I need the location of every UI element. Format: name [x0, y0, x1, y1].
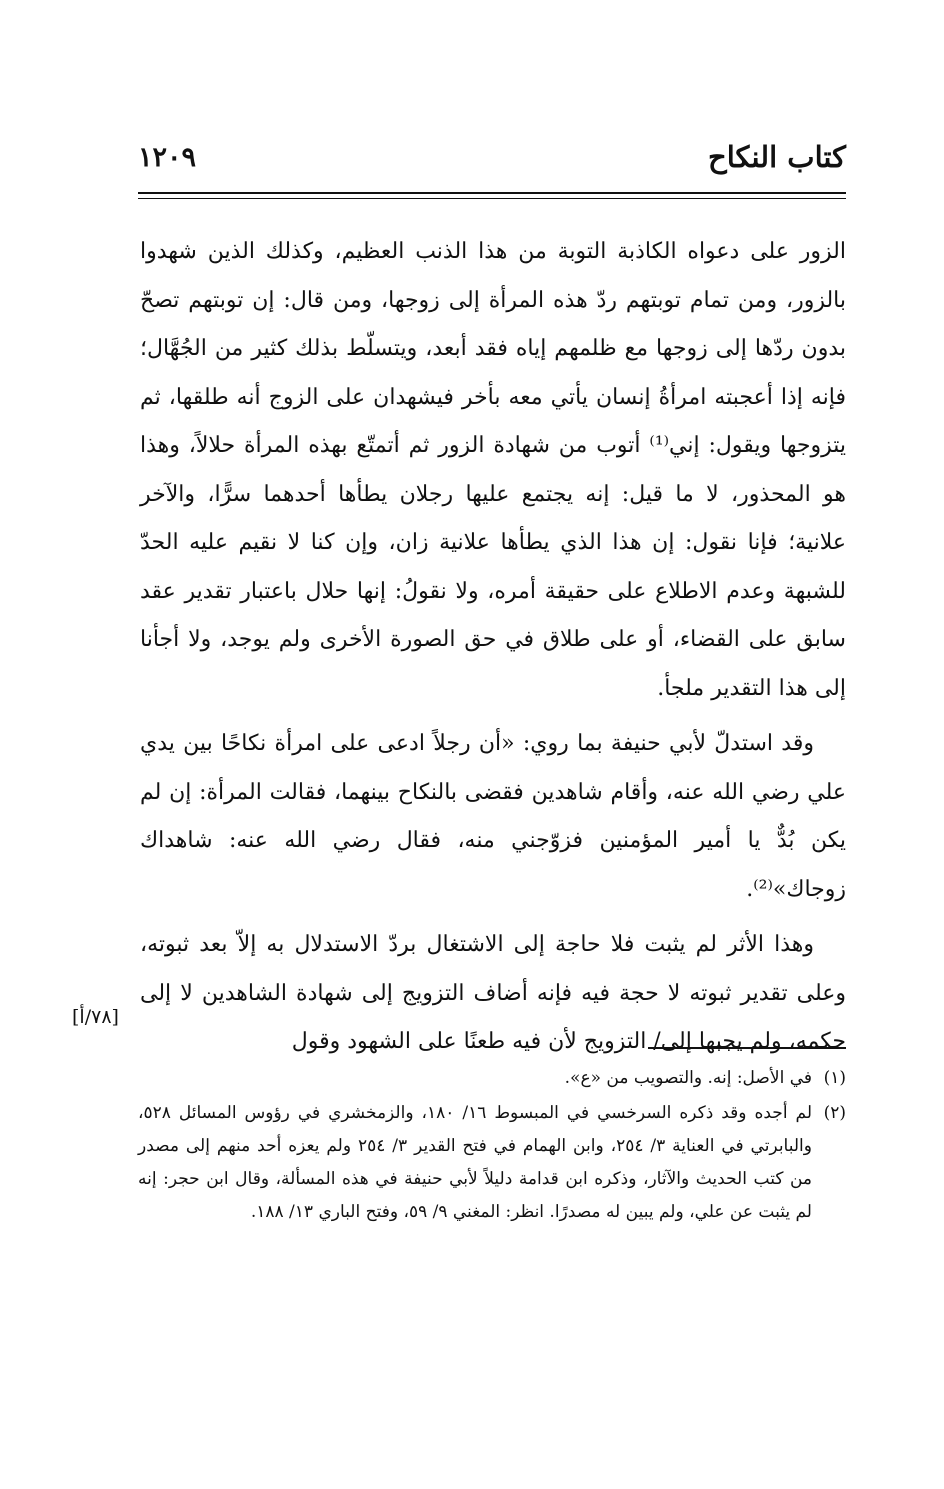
- paragraph: وقد استدلّ لأبي حنيفة بما روي: «أن رجلاً ادعى على امرأة نكاحًا بين يدي علي رضي الله عنه، وأقام شاهدين فقضى بالنكاح بينهما، فقالت المرأة: إن لم يكن بُدٌّ يا أمير المؤمنين فزوّجني منه، فقال رضي الله عنه: شاهداك زوجاك»⁽²⁾.: [140, 731, 846, 902]
- footnote-text: في الأصل: إنه. والتصويب من «ع».: [564, 1068, 812, 1088]
- footnote: [138, 1062, 846, 1095]
- page-number: ١٢٠٩: [138, 142, 197, 173]
- running-header: [138, 140, 846, 188]
- paragraph: الزور على دعواه الكاذبة التوبة من هذا الذنب العظيم، وكذلك الذين شهدوا بالزور، ومن تمام توبتهم ردّ هذه المرأة إلى زوجها، ومن قال: إن توبتهم تصحّ بدون ردّها إلى زوجها مع ظلمهم إياه فقد أبعد، ويتسلّط بذلك كثير من الجُهَّال؛ فإنه إذا أعجبته امرأةُ إنسان يأتي معه بأخر فيشهدان على الزوج أنه طلقها، ثم يتزوجها ويقول: إني⁽¹⁾ أتوب من شهادة الزور ثم أتمتّع بهذه المرأة حلالاً، وهذا هو المحذور، لا ما قيل: إنه يجتمع عليها رجلان يطأها أحدهما سرًّا، والآخر علانية؛ فإنا نقول: إن هذا الذي يطأها علانية زان، وإن كنا لا نقيم عليه الحدّ للشبهة وعدم الاطلاع على حقيقة أمره، ولا نقولُ: إنها حلال باعتبار تقدير عقد سابق على القضاء، أو على طلاق في حق الصورة الأخرى ولم يوجد، ولا أجأنا إلى هذا التقدير ملجأ.: [140, 239, 846, 701]
- footnote: [138, 1097, 846, 1229]
- footnote-text: لم أجده وقد ذكره السرخسي في المبسوط ١٦/ ١٨٠، والزمخشري في رؤوس المسائل ٥٢٨، والبابرتي في العناية ٣/ ٢٥٤، وابن الهمام في فتح القدير ٣/ ٢٥٤ ولم يعزه أحد منهم إلى مصدر من كتب الحديث والآثار، وذكره ابن قدامة دليلاً لأبي حنيفة في هذه المسألة، وقال ابن حجر: إنه لم يثبت عن علي، ولم يبين له مصدرًا. انظر: المغني ٩/ ٥٩، وفتح الباري ١٣/ ١٨٨.: [138, 1103, 812, 1222]
- main-text: [140, 228, 846, 1067]
- footnote-separator: [648, 1047, 846, 1049]
- footnote-number: (٢): [823, 1103, 846, 1123]
- chapter-title: كتاب النكاح: [707, 140, 846, 174]
- footnotes: [138, 1062, 846, 1231]
- manuscript-folio-marker: [٧٨/أ]: [72, 1006, 119, 1028]
- header-rule-thick: [138, 192, 846, 194]
- header-rule-thin: [138, 198, 846, 199]
- paragraph: وهذا الأثر لم يثبت فلا حاجة إلى الاشتغال بردّ الاستدلال به إلاّ بعد ثبوته، وعلى تقدير ثبوته لا حجة فيه فإنه أضاف التزويج إلى شهادة الشاهدين لا إلى حكمه، ولم يجبها إلى/ التزويج لأن فيه طعنًا على الشهود وقول: [140, 932, 847, 1054]
- footnote-number: (١): [823, 1068, 846, 1088]
